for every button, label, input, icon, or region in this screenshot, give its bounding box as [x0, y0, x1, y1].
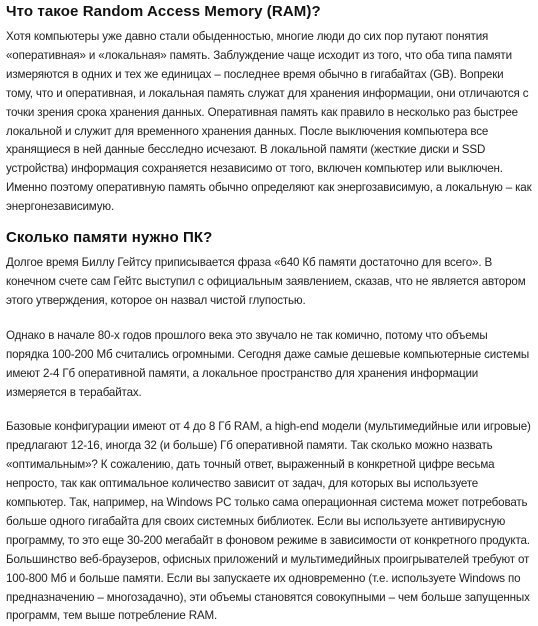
paragraph-80s-memory: Однако в начале 80-х годов прошлого века это звучало не так комично, потому что объемы порядка 100-200 Мб считались огромными. Сегодня даже самые дешевые компьютерные системы имеют 2-4 Гб оперативной памяти, а локальное пространство для хранения информации измеряется в терабайтах. — [6, 328, 530, 399]
paragraph-base-configurations: Базовые конфигурации имеют от 4 до 8 Гб RAM, а high-end модели (мультимедийные или игровые) предлагают 12-16, иногда 32 (и больше) Гб оперативной памяти. Так сколько можно назвать «оптимальным»? К сожалению, дать точный ответ, выраженный в конкретной цифре весьма непросто, так как оптимальное количество зависит от задач, для которых вы используете компьютер. Так, например, на Windows PC только сама операционная система может потребовать больше одного гигабайта для своих системных библиотек. Если вы используете антивирусную программу, то это еще 30-200 мегабайт в фоновом режиме в зависимости от конкретного продукта. Большинство веб-браузеров, офисных приложений и мультимедийных проигрывателей требуют от 100-800 Мб и больше памяти. Если вы запускаете их одновременно (т.е. используете Windows по предназначению – многозадачно), эти объемы становятся совокупными – чем больше запущенных программ, тем выше потребление RAM. — [6, 420, 531, 623]
paragraph-ram-definition: Хотя компьютеры уже давно стали обыденностью, многие люди до сих пор путают понятия «оперативная» и «локальная» память. Заблуждение чаще исходит из того, что оба типа памяти измеряются в одних и тех же единицах – последнее время обычно в гигабайтах (GB). Вопреки тому, что и оперативная, и локальная память служат для хранения информации, они отличаются с точки зрения срока хранения данных. Оперативная память как правило в несколько раз быстрее локальной и служит для временного хранения данных. После выключения компьютера все хранящиеся в ней данные бесследно исчезают. В локальной памяти (жесткие диски и SSD устройства) информация сохраняется независимо от того, включен компьютер или выключен. Именно поэтому оперативную память обычно определяют как энергозависимую, а локальную – как энергонезависимую. — [6, 30, 532, 214]
section-heading-how-much-memory: Сколько памяти нужно ПК? — [6, 229, 213, 247]
section-heading-ram: Что такое Random Access Memory (RAM)? — [6, 3, 321, 20]
paragraph-bill-gates-quote: Долгое время Биллу Гейтсу приписывается фраза «640 Кб памяти достаточно для всего». В конечном счете сам Гейтс выступил с официальным заявлением, сказав, что не является автором этого утверждения, которое он назвал чистой глупостью. — [6, 256, 526, 307]
